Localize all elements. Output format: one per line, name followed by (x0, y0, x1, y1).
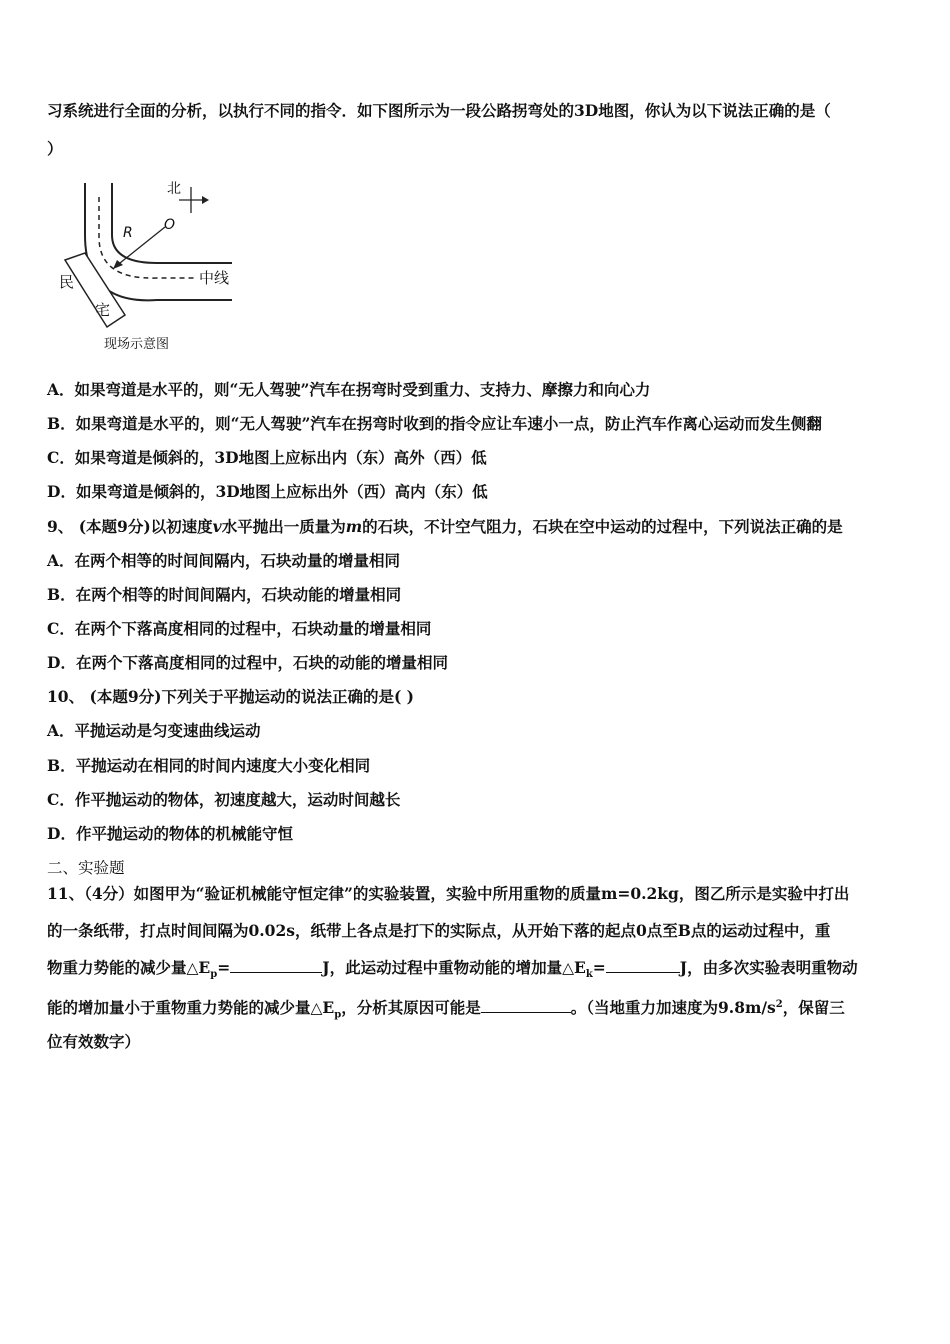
q9-stem-b: 水平抛出一质量为 (221, 517, 346, 536)
house-label-2: 宅 (95, 301, 111, 319)
answer-blank-3[interactable] (481, 998, 571, 1013)
q11-l3-sub-k: k (585, 969, 593, 981)
road-map-figure (47, 175, 237, 355)
q10-option-b: B．平抛运动在相同的时间内速度大小变化相同 (47, 756, 371, 775)
q10-number: 10、 (47, 687, 85, 706)
q9-option-d: D．在两个下落高度相同的过程中，石块的动能的增量相同 (47, 653, 448, 672)
q10-option-c: C．作平抛运动的物体，初速度越大，运动时间越长 (47, 790, 401, 809)
figure-caption: 现场示意图 (104, 337, 170, 352)
house-label-1: 民 (59, 273, 75, 291)
q10-option-d: D．作平抛运动的物体的机械能守恒 (47, 824, 293, 843)
q9-option-a: A．在两个相等的时间间隔内，石块动量的增量相同 (47, 551, 401, 570)
q9-m: m (345, 517, 363, 536)
q11-l3-e: J，由多次实验表明重物动 (679, 958, 858, 977)
q8-option-b: B．如果弯道是水平的，则“无人驾驶”汽车在拐弯时收到的指令应让车速小一点，防止汽车作离心运动而发生侧翻 (47, 414, 822, 433)
q11-l4-d: ，保留三 (782, 998, 845, 1018)
q9-v: v (212, 517, 222, 536)
center-label: O (164, 217, 176, 233)
q11-l4-sub-p: p (334, 1009, 342, 1021)
q11-l4-c: 。（当地重力加速度为9.8m/s (570, 998, 776, 1018)
q10-stem (47, 687, 414, 707)
center-line-label: 中线 (199, 269, 230, 287)
q11-l4-b: ，分析其原因可能是 (341, 998, 481, 1018)
q10-option-a: A．平抛运动是匀变速曲线运动 (47, 721, 261, 740)
north-label: 北 (167, 181, 181, 197)
q11-line-1: 11、（4分）如图甲为“验证机械能守恒定律”的实验装置，实验中所用重物的质量m=0.2kg，图乙所示是实验中打出 (47, 884, 850, 903)
q9-stem-c: 的石块，不计空气阻力，石块在空中运动的过程中，下列说法正确的是 (362, 517, 843, 536)
q11-l3-c: J，此运动过程中重物动能的增加量△E (322, 958, 586, 977)
q11-line-4 (47, 995, 845, 1025)
road-curve-diagram (47, 175, 237, 355)
q11-l3-d: = (592, 958, 606, 977)
q10-stem-text: 下列关于平抛运动的说法正确的是( ) (161, 687, 415, 706)
q11-line-3 (47, 958, 858, 985)
q11-l3-b: = (217, 958, 231, 977)
q11-l3-sub-p: p (210, 969, 218, 981)
q8-option-c: C．如果弯道是倾斜的，3D地图上应标出内（东）高外（西）低 (47, 448, 487, 467)
q11-line-5: 位有效数字） (47, 1032, 141, 1051)
q9-option-b: B．在两个相等的时间间隔内，石块动能的增量相同 (47, 585, 402, 604)
q11-line-2: 的一条纸带，打点时间间隔为0.02s，纸带上各点是打下的实际点，从开始下落的起点0点至B点的运动过程中，重 (47, 921, 831, 940)
q9-score: (本题9分) (78, 517, 151, 536)
q10-score: (本题9分) (89, 687, 162, 706)
answer-blank-2[interactable] (606, 958, 680, 973)
q11-l4-a: 能的增加量小于重物重力势能的减少量△E (47, 998, 335, 1018)
q9-number: 9、 (47, 517, 74, 536)
q11-l4-sup: 2 (775, 999, 783, 1010)
answer-blank-1[interactable] (230, 958, 322, 973)
radius-label: R (123, 225, 133, 241)
q8-option-a: A．如果弯道是水平的，则“无人驾驶”汽车在拐弯时受到重力、支持力、摩擦力和向心力 (47, 380, 651, 399)
intro-line-1: 习系统进行全面的分析，以执行不同的指令．如下图所示为一段公路拐弯处的3D地图，你认为以下说法正确的是（ (47, 101, 831, 120)
q8-option-d: D．如果弯道是倾斜的，3D地图上应标出外（西）高内（东）低 (47, 482, 488, 501)
q9-option-c: C．在两个下落高度相同的过程中，石块动量的增量相同 (47, 619, 432, 638)
section-title: 二、实验题 (47, 859, 125, 877)
q11-l3-a: 物重力势能的减少量△E (47, 958, 211, 977)
intro-line-2: ） (47, 139, 63, 158)
q9-stem-a: 以初速度 (150, 517, 213, 536)
q9-stem (47, 517, 843, 537)
